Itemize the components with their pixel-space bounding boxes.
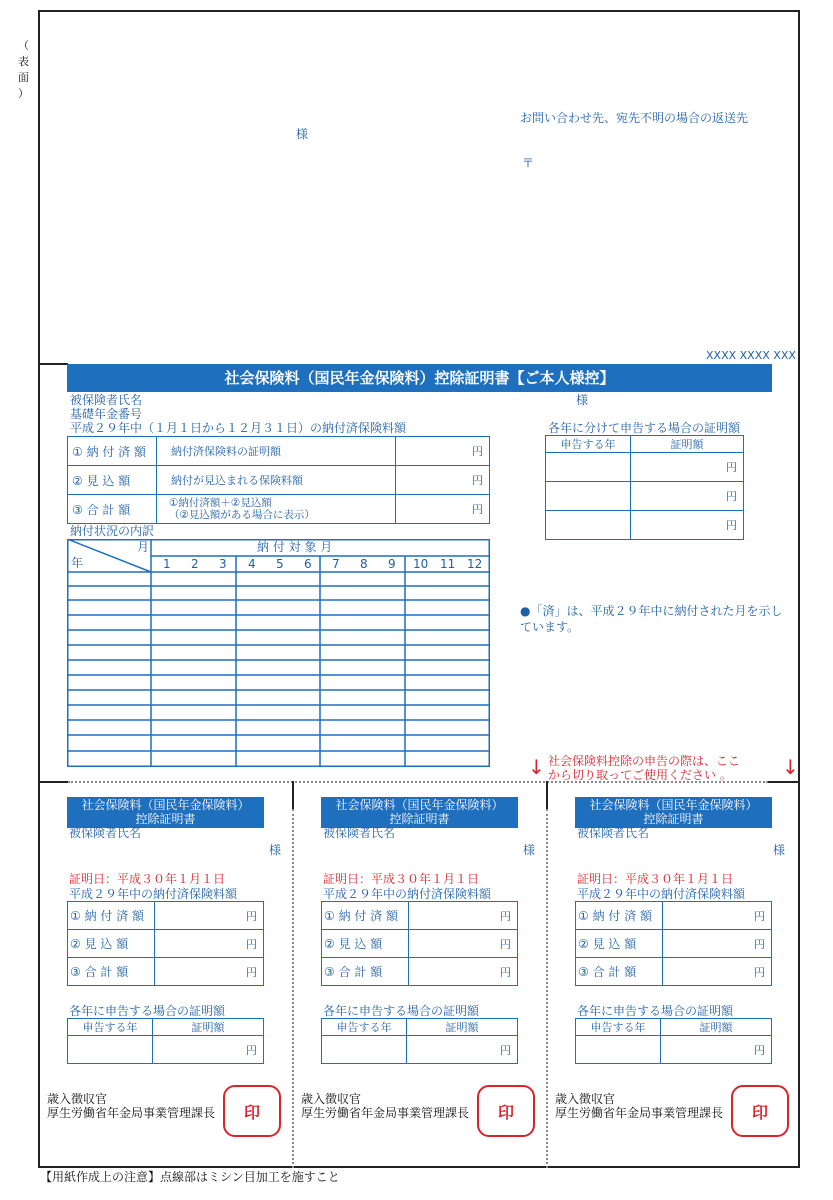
slip-annual-table: [575, 1018, 772, 1064]
month-number: 8: [360, 557, 368, 571]
slip-annual-amount-cell: 円: [407, 1036, 518, 1064]
slip-officer: 歳入徴収官: [301, 1092, 362, 1106]
slip-officer-2: 厚生労働省年金局事業管理課長: [555, 1106, 724, 1120]
slip-title-banner: [67, 797, 264, 828]
pension-number-label: 基礎年金番号: [70, 407, 143, 421]
cut-arrow-right: ↓: [782, 755, 799, 779]
slip-officer-2: 厚生労働省年金局事業管理課長: [301, 1106, 470, 1120]
perforation-vertical-1: [292, 809, 294, 1168]
slip-row-amount: 円: [663, 902, 772, 930]
slip-row-label: ③ 合 計 額: [322, 958, 409, 986]
month-number: 7: [332, 557, 340, 571]
main-title: 社会保険料（国民年金保険料）控除証明書【ご本人様控】: [224, 369, 615, 387]
row-amount: 円: [396, 495, 490, 524]
slip-title-banner: [321, 797, 518, 828]
side-label-char: 面: [18, 71, 29, 84]
month-number: 1: [163, 557, 171, 571]
slip-officer: 歳入徴収官: [47, 1092, 108, 1106]
slip-insured-name: 被保険者氏名: [69, 826, 142, 840]
annual-amount-cell: 円: [631, 453, 744, 482]
slip-annual-table: [321, 1018, 518, 1064]
footer-note: 【用紙作成上の注意】点線部はミシン目加工を施すこと: [40, 1170, 340, 1184]
slip-officer-2: 厚生労働省年金局事業管理課長: [47, 1106, 216, 1120]
slip-row-label: ② 見 込 額: [322, 930, 409, 958]
address-section-divider: [38, 363, 68, 365]
slip-annual-title: 各年に申告する場合の証明額: [69, 1004, 226, 1018]
slip-sama: 様: [523, 843, 536, 857]
cut-arrow-left: ↓: [528, 755, 545, 779]
slip-row-amount: 円: [155, 958, 264, 986]
row-amount: 円: [396, 437, 490, 466]
side-label-char: ）: [18, 87, 29, 100]
slip-amounts-table: [321, 901, 518, 986]
perforation-edge: [768, 781, 800, 783]
row-desc: 納付が見込まれる保険料額: [157, 466, 396, 495]
month-number: 9: [388, 557, 396, 571]
slip-period-label: 平成２９年中の納付済保険料額: [323, 887, 492, 901]
slip-row-label: ③ 合 計 額: [68, 958, 155, 986]
slip-annual-col-year: 申告する年: [576, 1019, 661, 1036]
slip-annual-table: [67, 1018, 264, 1064]
slip-row-amount: 円: [155, 930, 264, 958]
slip-title-2: 控除証明書: [643, 812, 704, 826]
certificate-slip: [301, 797, 543, 1147]
slip-period-label: 平成２９年中の納付済保険料額: [577, 887, 746, 901]
cut-note-line-1: 社会保険料控除の申告の際は、ここ: [548, 754, 741, 768]
document-code: XXXX XXXX XXX: [706, 349, 796, 362]
side-label-char: （: [18, 39, 29, 52]
slip-insured-name: 被保険者氏名: [577, 826, 650, 840]
slip-annual-col-amount: 証明額: [407, 1019, 518, 1036]
row-label: ② 見 込 額: [68, 466, 157, 495]
seal-stamp: 印: [477, 1085, 535, 1137]
main-amounts-table: [67, 436, 490, 524]
annual-amount-cell: 円: [631, 511, 744, 540]
slip-title-2: 控除証明書: [135, 812, 196, 826]
slip-annual-amount-cell: 円: [153, 1036, 264, 1064]
slip-amounts-table: [67, 901, 264, 986]
row-amount: 円: [396, 466, 490, 495]
side-label: [18, 38, 32, 102]
annual-amount-cell: 円: [631, 482, 744, 511]
slip-cert-date: 証明日：平成３０年１月１日: [69, 872, 226, 886]
insured-name-sama: 様: [576, 393, 589, 407]
slip-annual-title: 各年に申告する場合の証明額: [323, 1004, 480, 1018]
slip-cert-date: 証明日：平成３０年１月１日: [577, 872, 734, 886]
return-address-title: お問い合わせ先、宛先不明の場合の返送先: [520, 111, 749, 125]
perforation-vertical-2: [546, 809, 548, 1168]
month-number: 3: [219, 557, 227, 571]
slip-title-2: 控除証明書: [389, 812, 450, 826]
annual-year-cell: [546, 453, 631, 482]
slip-insured-name: 被保険者氏名: [323, 826, 396, 840]
slip-title-1: 社会保険料（国民年金保険料）: [81, 798, 250, 812]
year-header: 年: [71, 556, 84, 570]
slip-annual-title: 各年に申告する場合の証明額: [577, 1004, 734, 1018]
status-grid: [67, 539, 490, 767]
slip-annual-year-cell: [576, 1036, 661, 1064]
row-desc: ①納付済額＋②見込額 （②見込額がある場合に表示）: [157, 495, 396, 524]
slip-annual-col-year: 申告する年: [322, 1019, 407, 1036]
month-header: 月: [137, 540, 150, 554]
slip-sama: 様: [269, 843, 282, 857]
cut-note-line-2: から切り取ってご使用ください 。: [548, 768, 732, 782]
status-grid-lines: [67, 539, 490, 767]
month-number: 5: [276, 557, 284, 571]
postal-mark: 〒: [522, 156, 535, 170]
slip-row-amount: 円: [155, 902, 264, 930]
month-number: 10: [413, 557, 429, 571]
slip-divider-1: [292, 781, 294, 809]
month-number: 2: [191, 557, 199, 571]
slip-officer: 歳入徴収官: [555, 1092, 616, 1106]
slip-sama: 様: [773, 843, 786, 857]
month-number: 12: [467, 557, 483, 571]
slip-row-label: ② 見 込 額: [576, 930, 663, 958]
slip-period-label: 平成２９年中の納付済保険料額: [69, 887, 238, 901]
seal-stamp: 印: [223, 1085, 281, 1137]
annual-year-cell: [546, 511, 631, 540]
annual-table: [545, 435, 744, 540]
slip-row-label: ③ 合 計 額: [576, 958, 663, 986]
slip-amounts-table: [575, 901, 772, 986]
main-title-banner: [67, 364, 772, 392]
slip-annual-amount-cell: 円: [661, 1036, 772, 1064]
row-label: ③ 合 計 額: [68, 495, 157, 524]
slip-annual-col-amount: 証明額: [661, 1019, 772, 1036]
month-number: 6: [304, 557, 312, 571]
slip-row-amount: 円: [663, 958, 772, 986]
row-label: ① 納 付 済 額: [68, 437, 157, 466]
slip-row-amount: 円: [409, 930, 518, 958]
slip-annual-col-year: 申告する年: [68, 1019, 153, 1036]
annual-col-year: 申告する年: [546, 436, 631, 453]
row-desc: 納付済保険料の証明額: [157, 437, 396, 466]
slip-title-banner: [575, 797, 772, 828]
slip-cert-date: 証明日：平成３０年１月１日: [323, 872, 480, 886]
slip-row-label: ① 納 付 済 額: [576, 902, 663, 930]
annual-col-amount: 証明額: [631, 436, 744, 453]
slip-row-label: ① 納 付 済 額: [322, 902, 409, 930]
seal-stamp: 印: [731, 1085, 789, 1137]
month-number: 11: [440, 557, 456, 571]
slip-row-amount: 円: [409, 958, 518, 986]
slip-divider-2: [546, 781, 548, 809]
status-title: 納付状況の内訳: [70, 524, 155, 538]
certificate-slip: [555, 797, 797, 1147]
perforation-horizontal: [68, 781, 768, 783]
slip-title-1: 社会保険料（国民年金保険料）: [589, 798, 758, 812]
side-label-char: 表: [18, 55, 29, 68]
target-months-header: 納 付 対 象 月: [257, 540, 333, 554]
slip-row-label: ① 納 付 済 額: [68, 902, 155, 930]
paid-month-note: ●「済」は、平成２９年中に納付された月を示しています。: [520, 604, 783, 634]
slip-row-amount: 円: [409, 902, 518, 930]
period-label: 平成２９年中（１月１日から１２月３１日）の納付済保険料額: [70, 421, 407, 435]
month-number: 4: [248, 557, 256, 571]
slip-row-amount: 円: [663, 930, 772, 958]
certificate-slip: [47, 797, 289, 1147]
annual-title: 各年に分けて申告する場合の証明額: [548, 421, 741, 435]
insured-name-label: 被保険者氏名: [70, 393, 143, 407]
perforation-edge: [38, 781, 68, 783]
slip-row-label: ② 見 込 額: [68, 930, 155, 958]
slip-annual-year-cell: [68, 1036, 153, 1064]
annual-year-cell: [546, 482, 631, 511]
slip-annual-year-cell: [322, 1036, 407, 1064]
slip-annual-col-amount: 証明額: [153, 1019, 264, 1036]
address-sama: 様: [296, 127, 309, 141]
slip-title-1: 社会保険料（国民年金保険料）: [335, 798, 504, 812]
